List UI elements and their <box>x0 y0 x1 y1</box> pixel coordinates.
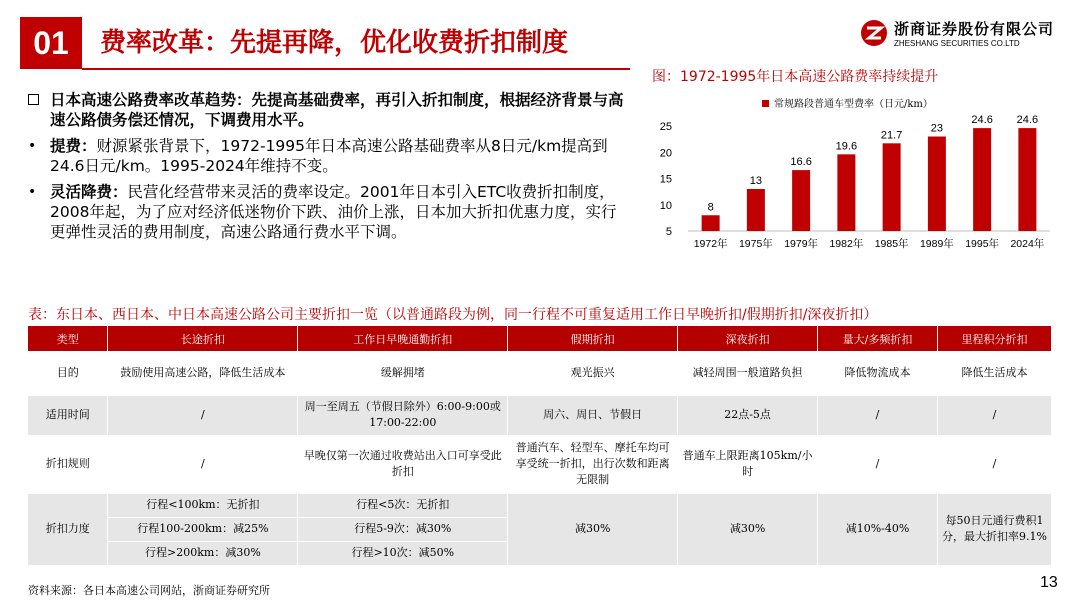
table-cell: 折扣规则 <box>28 435 108 493</box>
page-title: 费率改革：先提再降，优化收费折扣制度 <box>100 28 569 58</box>
table-cell: 减轻周围一般道路负担 <box>678 351 818 395</box>
legend-swatch <box>762 100 769 107</box>
chart-bar <box>883 143 901 231</box>
logo-text-en: ZHESHANG SECURITIES CO.LTD <box>894 39 1020 48</box>
header-divider <box>82 68 630 70</box>
chart-caption: 图：1972-1995年日本高速公路费率持续提升 <box>652 69 939 85</box>
table-row-purpose <box>28 351 1052 395</box>
table-caption: 表：东日本、西日本、中日本高速公路公司主要折扣一览（以普通路段为例，同一行程不可重复适用工作日早晚折扣/假期折扣/深夜折扣） <box>28 307 878 323</box>
chart-bar <box>837 154 855 231</box>
summary-headline: 日本高速公路费率改革趋势：先提高基础费率，再引入折扣制度，根据经济背景与高速公路债务偿还情况，下调费用水平。 <box>50 91 624 129</box>
y-tick-label: 20 <box>659 147 672 160</box>
table-cell: 观光振兴 <box>508 351 678 395</box>
table-cell: 减10%-40% <box>818 493 938 565</box>
table-cell: 降低生活成本 <box>938 351 1052 395</box>
table-header-cell: 工作日早晚通勤折扣 <box>298 326 508 351</box>
data-label: 16.6 <box>790 156 812 169</box>
table-header-cell: 长途折扣 <box>108 326 298 351</box>
y-tick-label: 5 <box>665 226 672 238</box>
y-tick-label: 10 <box>659 199 672 212</box>
table-cell: 周一至周五（节假日除外）6:00-9:00或17:00-22:00 <box>298 395 508 435</box>
table-cell: 行程<5次：无折扣 <box>298 493 508 517</box>
x-tick-label: 1975年 <box>738 238 773 250</box>
chart-bar <box>792 170 810 231</box>
table-cell: 鼓励使用高速公路，降低生活成本 <box>108 351 298 395</box>
chart-bar <box>928 137 946 232</box>
table-cell: 早晚仅第一次通过收费站出入口可享受此折扣 <box>298 435 508 493</box>
data-label: 21.7 <box>880 129 903 142</box>
table-cell: / <box>938 435 1052 493</box>
table-header-cell: 深夜折扣 <box>678 326 818 351</box>
chart-bar <box>1018 128 1036 231</box>
data-label: 19.6 <box>835 140 858 153</box>
table-cell: 减30% <box>678 493 818 565</box>
table-cell: 周六、周日、节假日 <box>508 395 678 435</box>
table-header-cell: 类型 <box>28 326 108 351</box>
table-cell: 降低物流成本 <box>818 351 938 395</box>
section-number-badge: 01 <box>20 17 82 69</box>
table-cell: 行程5-9次：减30% <box>298 517 508 541</box>
table-cell: 目的 <box>28 351 108 395</box>
table-row-discount <box>28 493 1052 517</box>
table-row-time <box>28 395 1052 435</box>
fee-increase-text: 财源紧张背景下，1972-1995年日本高速公路基础费率从8日元/km提高到24.6日元/km。1995-2024年维持不变。 <box>50 137 608 175</box>
table-header-cell: 里程积分折扣 <box>938 326 1052 351</box>
chart-bar <box>973 128 991 231</box>
table-cell: / <box>108 395 298 435</box>
logo-mark-icon <box>860 19 888 47</box>
table-cell: 行程100-200km：减25% <box>108 517 298 541</box>
fee-rate-bar-chart <box>650 88 1060 258</box>
table-row-rule <box>28 435 1052 493</box>
bullet-dot-icon: • <box>28 184 37 200</box>
flexible-reduction-label: 灵活降费： <box>50 183 128 201</box>
x-tick-label: 1979年 <box>784 238 819 250</box>
y-tick-label: 15 <box>659 173 672 186</box>
page-number: 13 <box>1040 574 1058 591</box>
table-header-cell: 假期折扣 <box>508 326 678 351</box>
chart-bar <box>747 189 765 231</box>
table-cell: 缓解拥堵 <box>298 351 508 395</box>
flexible-reduction-paragraph <box>28 182 628 242</box>
table-cell: 减30% <box>508 493 678 565</box>
x-tick-label: 2024年 <box>1010 238 1045 250</box>
data-label: 24.6 <box>1016 114 1039 127</box>
table-cell: 适用时间 <box>28 395 108 435</box>
table-cell: 每50日元通行费积1分，最大折扣率9.1% <box>938 493 1052 565</box>
source-note: 资料来源：各日本高速公司网站，浙商证券研究所 <box>28 584 270 597</box>
data-label: 8 <box>707 201 714 214</box>
bullet-dot-icon: • <box>28 138 37 154</box>
legend-label: 常规路段普通车型费率（日元/km） <box>774 99 933 110</box>
table-cell: / <box>938 395 1052 435</box>
table-cell: / <box>108 435 298 493</box>
data-label: 24.6 <box>971 114 993 127</box>
table-cell: 行程<100km：无折扣 <box>108 493 298 517</box>
x-tick-label: 1989年 <box>919 238 954 250</box>
x-tick-label: 1995年 <box>965 238 1000 250</box>
table-cell: 折扣力度 <box>28 493 108 565</box>
x-tick-label: 1985年 <box>874 238 909 250</box>
summary-paragraph <box>28 90 628 130</box>
x-tick-label: 1982年 <box>829 238 864 250</box>
data-label: 23 <box>930 122 943 135</box>
square-bullet-icon <box>28 90 50 130</box>
table-header-cell: 量大/多频折扣 <box>818 326 938 351</box>
chart-bar <box>702 215 720 231</box>
y-tick-label: 25 <box>659 121 672 133</box>
fee-increase-label: 提费： <box>50 137 97 155</box>
summary-text-block <box>28 90 628 248</box>
logo-text-cn: 浙商证券股份有限公司 <box>894 20 1055 38</box>
table-cell: / <box>818 395 938 435</box>
data-label: 13 <box>749 175 762 187</box>
fee-increase-paragraph <box>28 136 628 176</box>
table-cell: 普通汽车、轻型车、摩托车均可享受统一折扣，出行次数和距离无限制 <box>508 435 678 493</box>
table-cell: 普通车上限距离105km/小时 <box>678 435 818 493</box>
discount-table <box>28 326 1052 566</box>
table-cell: / <box>818 435 938 493</box>
table-cell: 22点-5点 <box>678 395 818 435</box>
table-header-row <box>28 326 1052 351</box>
table-cell: 行程>200km：减30% <box>108 541 298 565</box>
table-cell: 行程>10次：减50% <box>298 541 508 565</box>
x-tick-label: 1972年 <box>693 238 728 250</box>
flexible-reduction-text: 民营化经营带来灵活的费率设定。2001年日本引入ETC收费折扣制度，2008年起，为了应对经济低迷物价下跌、油价上涨，日本加大折扣优惠力度，实行更弹性灵活的费用制度，高速公路通行费水平下调。 <box>50 183 617 241</box>
company-logo <box>860 18 1054 48</box>
